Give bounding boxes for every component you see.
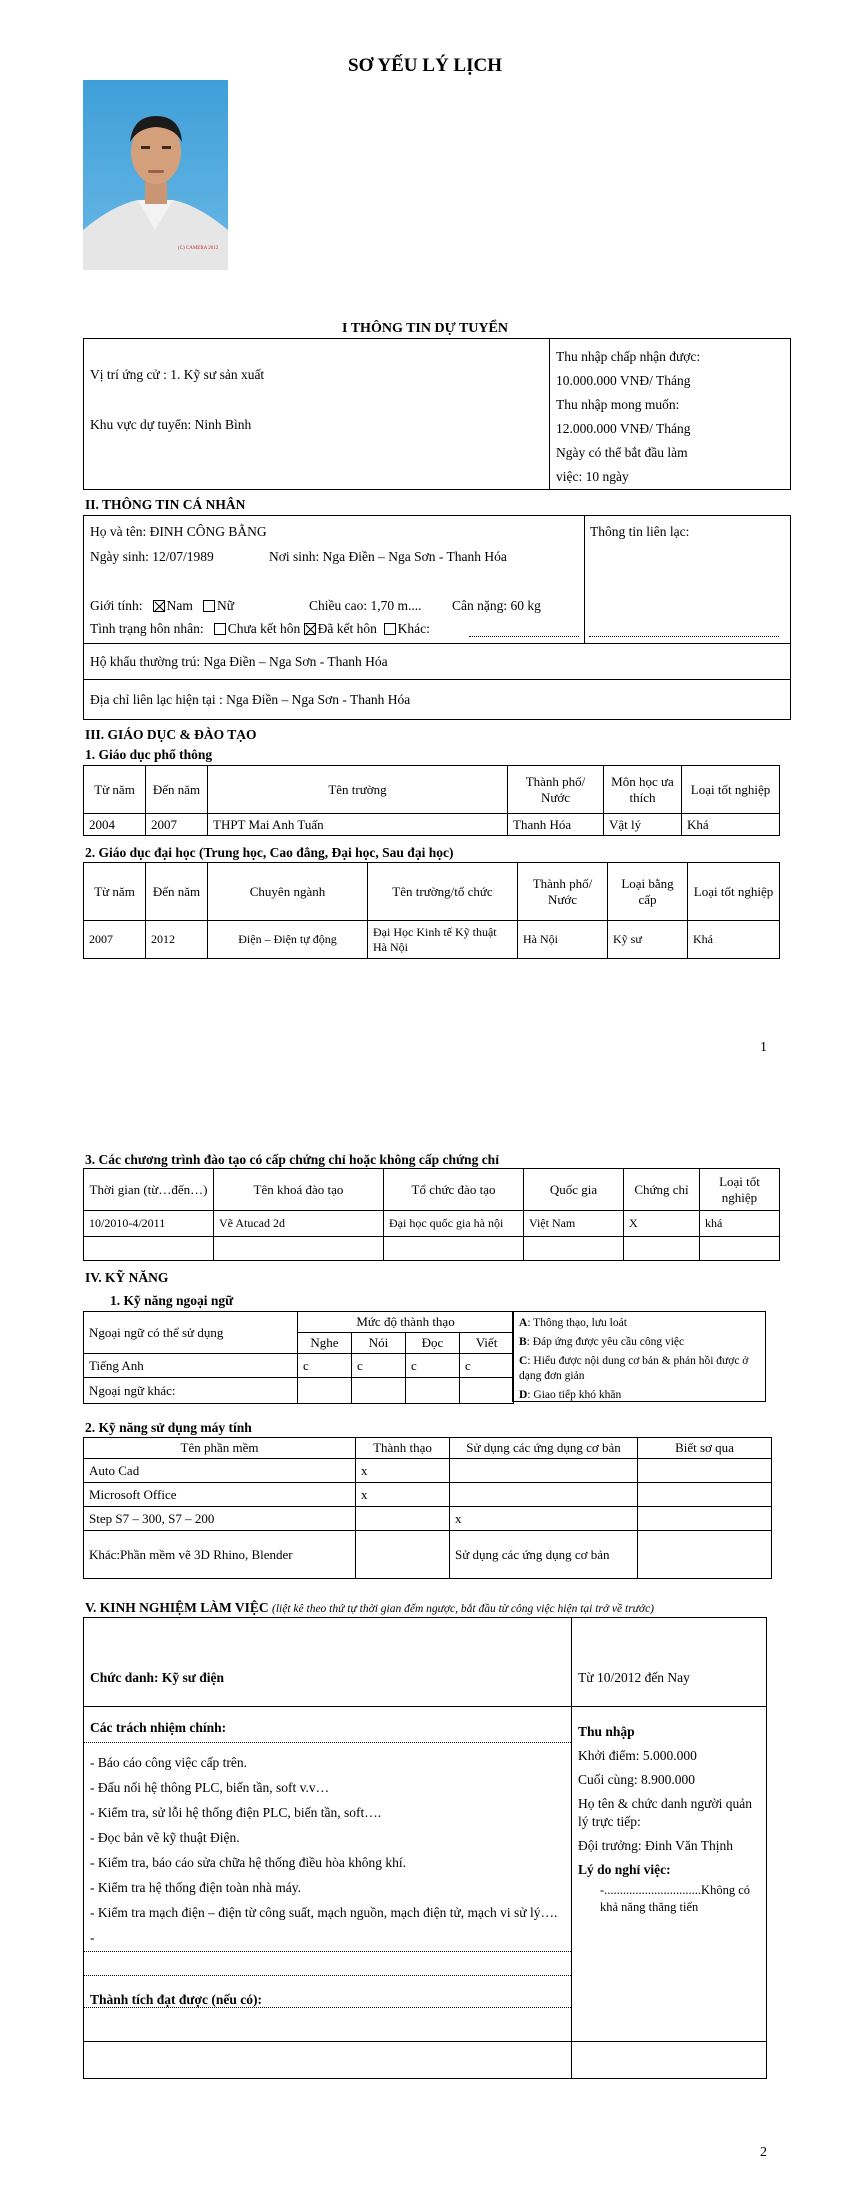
legend-key: B [519,1336,527,1348]
col-header: Từ năm [84,863,146,921]
legend-key: D [519,1389,528,1401]
list-item: - Đấu nối hệ thông PLC, biến tần, soft v.v… [90,1780,330,1795]
table-cell: Step S7 – 300, S7 – 200 [84,1507,356,1531]
table-cell [450,1483,638,1507]
table-cell [298,1378,352,1404]
section-5-note: (liệt kê theo thứ tự thời gian đếm ngược, bắt đầu từ công việc hiện tại trở về trước) [272,1603,655,1615]
section-5-heading: V. KINH NGHIỆM LÀM VIỆC [85,1600,269,1615]
table-cell [450,1459,638,1483]
table-cell: x [450,1507,638,1531]
single-label: Chưa kết hôn [227,621,301,636]
residence-text: Hộ khẩu thường trú: Nga Điền – Nga Sơn - Thanh Hóa [90,654,388,669]
col-header: Loại tốt nghiệp [700,1169,780,1211]
income-accept-label: Thu nhập chấp nhận được: [556,349,701,364]
list-item: - Kiểm tra, báo cáo sửa chữa hệ thống điều hòa không khí. [90,1855,407,1870]
col-header: Đến năm [146,863,208,921]
table-row [84,1237,780,1261]
table-row [84,1459,772,1483]
col-header: Thành phố/ Nước [508,766,604,814]
portrait-image [83,80,228,270]
section-2-heading: II. THÔNG TIN CÁ NHÂN [85,497,246,512]
table-cell: Tiếng Anh [84,1354,298,1378]
col-header: Loại tốt nghiệp [682,766,780,814]
work-experience-box [83,1617,767,2079]
income-start: Khởi điểm: 5.000.000 [578,1748,697,1763]
profile-photo [83,80,228,270]
document-title: SƠ YẾU LÝ LỊCH [348,55,502,76]
general-education-heading: 1. Giáo dục phổ thông [85,747,213,762]
legend-text: : Đáp ứng được yêu cầu công việc [526,1336,685,1348]
height-text: Chiều cao: 1,70 m.... [309,598,422,613]
col-header: Thời gian (từ…đến…) [84,1169,214,1211]
col-header: Loại tốt nghiệp [688,863,780,921]
table-cell: c [352,1354,406,1378]
table-cell [214,1237,384,1261]
female-label: Nữ [217,598,235,613]
table-cell: x [356,1483,450,1507]
table-row [84,1483,772,1507]
personal-info-box [83,515,791,720]
table-row [84,1507,772,1531]
table-cell [524,1237,624,1261]
manager-label: Họ tên & chức danh người quản lý trực tiếp: [578,1796,752,1829]
table-cell: Việt Nam [524,1211,624,1237]
col-header: Đến năm [146,766,208,814]
table-cell: Điện – Điện tự động [208,921,368,959]
section-3-heading: III. GIÁO DỤC & ĐÀO TẠO [85,727,257,742]
col-header: Nói [352,1333,406,1354]
table-cell [352,1378,406,1404]
col-header: Tên khoá đào tạo [214,1169,384,1211]
page-number-1: 1 [760,1040,767,1055]
training-heading: 3. Các chương trình đào tạo có cấp chứng chỉ hoặc không cấp chứng chỉ [85,1152,499,1167]
page-number-2: 2 [760,2145,767,2160]
lang-col-header: Ngoại ngữ có thể sử dụng [84,1312,298,1354]
table-cell [406,1378,460,1404]
table-cell: c [406,1354,460,1378]
col-header: Loại bằng cấp [608,863,688,921]
gender-label: Giới tính: [90,598,143,613]
recruitment-info-box [83,338,791,490]
table-cell: 2004 [84,814,146,836]
table-cell [638,1459,772,1483]
table-cell: 2007 [146,814,208,836]
weight-text: Cân nặng: 60 kg [452,598,541,613]
list-item: - Báo cáo công việc cấp trên. [90,1755,248,1770]
leave-label: Lý do nghỉ việc: [578,1862,671,1877]
table-cell: khá [700,1211,780,1237]
table-cell: c [298,1354,352,1378]
table-cell [700,1237,780,1261]
col-header: Nghe [298,1333,352,1354]
duties-label: Các trách nhiệm chính: [90,1720,227,1735]
manager-name: Đội trưởng: Đinh Văn Thịnh [578,1838,733,1853]
job-period: Từ 10/2012 đến Nay [578,1670,690,1685]
table-cell: Sử dụng các ứng dụng cơ bản [450,1531,638,1579]
table-cell: Vật lý [604,814,682,836]
legend-text: : Giao tiếp khó khăn [527,1389,622,1401]
table-cell: Hà Nội [518,921,608,959]
table-cell: X [624,1211,700,1237]
table-cell [84,1237,214,1261]
col-header: Môn học ưa thích [604,766,682,814]
col-header: Quốc gia [524,1169,624,1211]
duties-list [90,1750,560,1950]
language-skills-table [83,1311,514,1404]
col-header: Từ năm [84,766,146,814]
contact-label: Thông tin liên lạc: [590,524,690,539]
other-label: Khác: [397,621,430,636]
marital-label: Tình trạng hôn nhân: [90,621,204,636]
col-header: Tổ chức đào tạo [384,1169,524,1211]
achievements-label: Thành tích đạt được (nếu có): [90,1992,262,2007]
table-cell [624,1237,700,1261]
dob-text: Ngày sinh: 12/07/1989 [90,549,214,564]
list-item: - [90,1930,95,1945]
table-row [84,814,780,836]
table-cell: Microsoft Office [84,1483,356,1507]
section-4-heading: IV. KỸ NĂNG [85,1270,169,1285]
table-cell: Vẽ Atucad 2d [214,1211,384,1237]
table-cell [638,1531,772,1579]
table-cell: Ngoại ngữ khác: [84,1378,298,1404]
start-value: việc: 10 ngày [556,469,629,484]
table-cell [356,1507,450,1531]
table-cell: Khác:Phần mềm vẽ 3D Rhino, Blender [84,1531,356,1579]
table-row [84,921,780,959]
table-cell: x [356,1459,450,1483]
proficiency-legend [512,1311,766,1402]
table-cell [460,1378,514,1404]
table-cell: Auto Cad [84,1459,356,1483]
table-cell: Kỹ sư [608,921,688,959]
level-col-header: Mức độ thành thạo [298,1312,514,1333]
leave-reason: -...............................Không có khả năng thăng tiến [600,1883,750,1914]
start-label: Ngày có thể bắt đầu làm [556,445,688,460]
list-item: - Kiểm tra, sử lỗi hệ thống điện PLC, biến tần, soft…. [90,1805,382,1820]
name-text: Họ và tên: ĐINH CÔNG BẰNG [90,524,267,539]
position-text: Vị trí ứng cử : 1. Kỹ sư sản xuất [90,367,265,382]
table-row [84,1378,514,1404]
table-cell: Khá [682,814,780,836]
col-header: Biết sơ qua [638,1438,772,1459]
table-cell [638,1507,772,1531]
higher-education-heading: 2. Giáo dục đại học (Trung học, Cao đẳng, Đại học, Sau đại học) [85,845,454,860]
col-header: Tên trường/tổ chức [368,863,518,921]
training-table [83,1168,780,1261]
table-cell [356,1531,450,1579]
table-cell [384,1237,524,1261]
table-cell: 10/2010-4/2011 [84,1211,214,1237]
table-cell: 2007 [84,921,146,959]
female-checkbox[interactable] [203,600,215,612]
legend-text: : Hiểu được nội dung cơ bản & phản hồi được ở dạng đơn giản [519,1355,749,1382]
legend-key: A [519,1317,528,1329]
other-checkbox[interactable] [384,623,396,635]
birthplace-text: Nơi sinh: Nga Điền – Nga Sơn - Thanh Hóa [269,549,507,564]
col-header: Thành thạo [356,1438,450,1459]
table-cell: Khá [688,921,780,959]
photo-stamp: (C) CAMERA 2012 [178,246,219,251]
table-cell: Đại học quốc gia hà nội [384,1211,524,1237]
income-accept-value: 10.000.000 VNĐ/ Tháng [556,373,691,388]
address-text: Địa chỉ liên lạc hiện tại : Nga Điền – Nga Sơn - Thanh Hóa [90,692,411,707]
table-cell: Thanh Hóa [508,814,604,836]
col-header: Sử dụng các ứng dụng cơ bản [450,1438,638,1459]
col-header: Chứng chỉ [624,1169,700,1211]
table-cell: THPT Mai Anh Tuấn [208,814,508,836]
married-label: Đã kết hôn [317,621,377,636]
col-header: Chuyên ngành [208,863,368,921]
single-checkbox[interactable] [214,623,226,635]
income-label: Thu nhập [578,1724,635,1739]
income-expect-label: Thu nhập mong muốn: [556,397,680,412]
language-skills-heading: 1. Kỹ năng ngoại ngữ [110,1293,234,1308]
list-item: - Đọc bản vẽ kỹ thuật Điện. [90,1830,240,1845]
section-1-heading: I THÔNG TIN DỰ TUYỂN [342,321,508,336]
male-label: Nam [166,598,193,613]
col-header: Tên phần mềm [84,1438,356,1459]
col-header: Tên trường [208,766,508,814]
table-row [84,1531,772,1579]
legend-key: C [519,1355,528,1367]
list-item: - Kiểm tra hệ thống điện toàn nhà máy. [90,1880,301,1895]
income-expect-value: 12.000.000 VNĐ/ Tháng [556,421,691,436]
higher-education-table [83,862,780,959]
legend-text: : Thông thạo, lưu loát [527,1317,627,1329]
male-checkbox[interactable] [153,600,165,612]
col-header: Thành phố/ Nước [518,863,608,921]
income-end: Cuối cùng: 8.900.000 [578,1772,695,1787]
married-checkbox[interactable] [304,623,316,635]
table-cell: 2012 [146,921,208,959]
computer-skills-table [83,1437,772,1579]
table-cell: Đại Học Kinh tế Kỹ thuật Hà Nội [368,921,518,959]
general-education-table [83,765,780,836]
col-header: Viết [460,1333,514,1354]
list-item: - Kiểm tra mạch điện – điện từ công suất, mạch nguồn, mạch điện tử, mạch vi sử lý…. [90,1905,558,1920]
computer-skills-heading: 2. Kỹ năng sử dụng máy tính [85,1420,252,1435]
table-cell: c [460,1354,514,1378]
table-row [84,1354,514,1378]
col-header: Đọc [406,1333,460,1354]
table-cell [638,1483,772,1507]
job-title: Chức danh: Kỹ sư điện [90,1670,224,1685]
area-text: Khu vực dự tuyển: Ninh Bình [90,417,252,432]
table-row [84,1211,780,1237]
